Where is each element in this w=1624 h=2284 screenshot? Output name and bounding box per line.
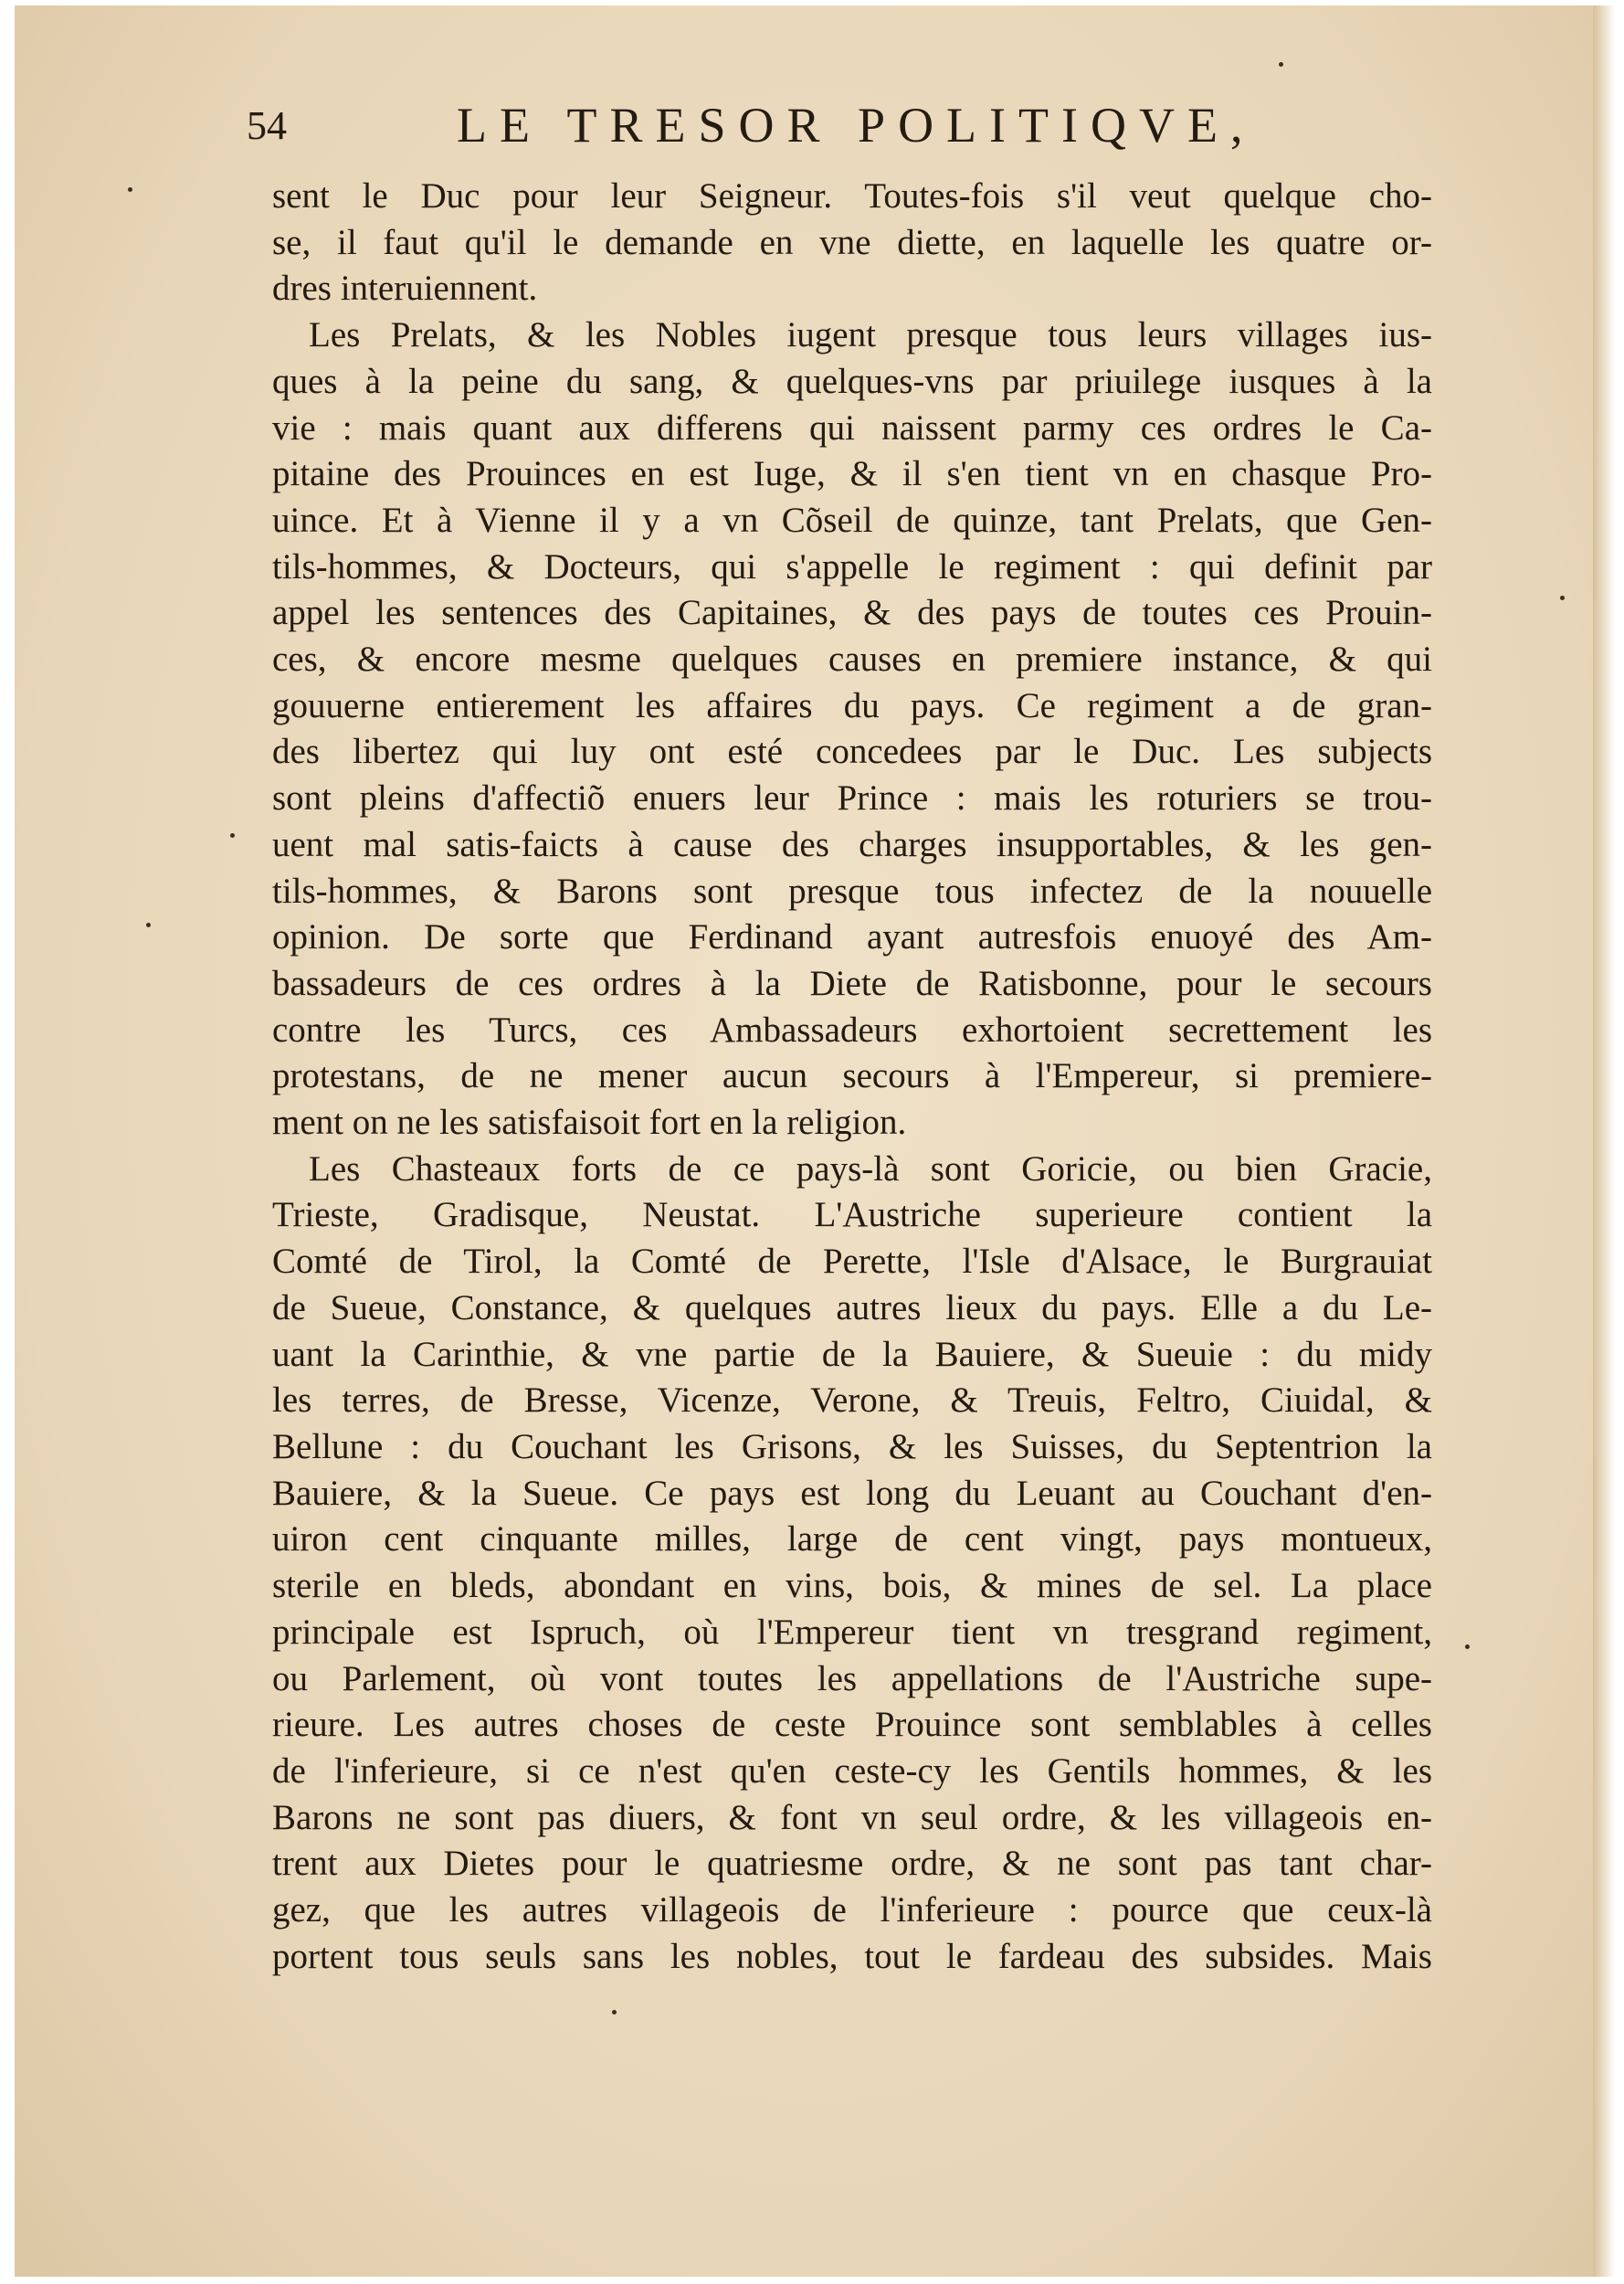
text-line: les terres, de Bresse, Vicenze, Verone, & Treuis, Feltro, Ciuidal, & <box>272 1380 1432 1421</box>
text-line: dres interuiennent. <box>272 269 538 309</box>
text-line: bassadeurs de ces ordres à la Diete de Ratisbonne, pour le secours <box>272 963 1432 1003</box>
text-line: gouuerne entierement les affaires du pays. Ce regiment a de gran- <box>272 685 1432 725</box>
body-text <box>272 174 1432 1980</box>
page-number: 54 <box>247 103 287 148</box>
text-line: tils-hommes, & Docteurs, qui s'appelle le regiment : qui definit par <box>272 546 1432 587</box>
ink-speck <box>612 2010 617 2014</box>
running-title: LE TRESOR POLITIQVE, <box>457 98 1256 153</box>
page-header <box>247 97 1270 161</box>
binding-gutter <box>1593 5 1615 2277</box>
text-line: se, il faut qu'il le demande en vne diette, en laquelle les quatre or- <box>272 222 1432 262</box>
text-line: Les Prelats, & les Nobles iugent presque tous leurs villages ius- <box>309 315 1432 355</box>
text-line: de Sueue, Constance, & quelques autres lieux du pays. Elle a du Le- <box>272 1287 1432 1327</box>
text-line: sont pleins d'affectiõ enuers leur Prince : mais les roturiers se trou- <box>272 778 1432 819</box>
text-line: portent tous seuls sans les nobles, tout le fardeau des subsides. Mais <box>272 1936 1432 1976</box>
text-line: contre les Turcs, ces Ambassadeurs exhortoient secrettement les <box>272 1010 1432 1050</box>
ink-speck <box>128 187 132 192</box>
text-line: ou Parlement, où vont toutes les appellations de l'Austriche supe- <box>272 1658 1432 1698</box>
text-line: appel les sentences des Capitaines, & des pays de toutes ces Prouin- <box>272 593 1432 633</box>
text-line: pitaine des Prouinces en est Iuge, & il s'en tient vn en chasque Pro- <box>272 454 1432 494</box>
ink-speck <box>1279 62 1283 67</box>
text-line: ques à la peine du sang, & quelques-vns par priuilege iusques à la <box>272 361 1432 401</box>
text-line: Trieste, Gradisque, Neustat. L'Austriche superieure contient la <box>272 1195 1432 1235</box>
text-line: gez, que les autres villageois de l'inferieure : pource que ceux-là <box>272 1890 1432 1930</box>
text-line: ces, & encore mesme quelques causes en premiere instance, & qui <box>272 640 1432 680</box>
text-line: de l'inferieure, si ce n'est qu'en ceste-cy les Gentils hommes, & les <box>272 1750 1432 1791</box>
ink-speck <box>146 923 151 927</box>
text-line: Barons ne sont pas diuers, & font vn seul ordre, & les villageois en- <box>272 1797 1432 1837</box>
text-line: Les Chasteaux forts de ce pays-là sont Goricie, ou bien Gracie, <box>309 1148 1432 1189</box>
text-line: trent aux Dietes pour le quatriesme ordre, & ne sont pas tant char- <box>272 1844 1432 1884</box>
ink-speck <box>1560 596 1565 600</box>
text-line: des libertez qui luy ont esté concedees par le Duc. Les subjects <box>272 732 1432 772</box>
text-line: sterile en bleds, abondant en vins, bois, & mines de sel. La place <box>272 1566 1432 1606</box>
text-line: ment on ne les satisfaisoit fort en la religion. <box>272 1103 907 1143</box>
text-line: tils-hommes, & Barons sont presque tous infectez de la nouuelle <box>272 871 1432 911</box>
text-line: Bellune : du Couchant les Grisons, & les Suisses, du Septentrion la <box>272 1426 1432 1466</box>
text-line: Comté de Tirol, la Comté de Perette, l'Isle d'Alsace, le Burgrauiat <box>272 1242 1432 1282</box>
text-line: uince. Et à Vienne il y a vn Cõseil de quinze, tant Prelats, que Gen- <box>272 500 1432 540</box>
text-line: uiron cent cinquante milles, large de cent vingt, pays montueux, <box>272 1519 1432 1560</box>
text-line: uant la Carinthie, & vne partie de la Bauiere, & Sueuie : du midy <box>272 1334 1432 1374</box>
text-line: protestans, de ne mener aucun secours à l'Empereur, si premiere- <box>272 1056 1432 1096</box>
ink-speck <box>1465 1644 1470 1649</box>
text-line: opinion. De sorte que Ferdinand ayant autresfois enuoyé des Am- <box>272 917 1432 957</box>
text-line: principale est Ispruch, où l'Empereur tient vn tresgrand regiment, <box>272 1612 1432 1652</box>
text-line: Bauiere, & la Sueue. Ce pays est long du Leuant au Couchant d'en- <box>272 1473 1432 1513</box>
text-line: sent le Duc pour leur Seigneur. Toutes-fois s'il veut quelque cho- <box>272 176 1432 216</box>
ink-speck <box>230 833 235 838</box>
text-line: vie : mais quant aux differens qui naissent parmy ces ordres le Ca- <box>272 407 1432 448</box>
text-line: rieure. Les autres choses de ceste Prouince sont semblables à celles <box>272 1705 1432 1745</box>
text-line: uent mal satis-faicts à cause des charges insupportables, & les gen- <box>272 824 1432 864</box>
